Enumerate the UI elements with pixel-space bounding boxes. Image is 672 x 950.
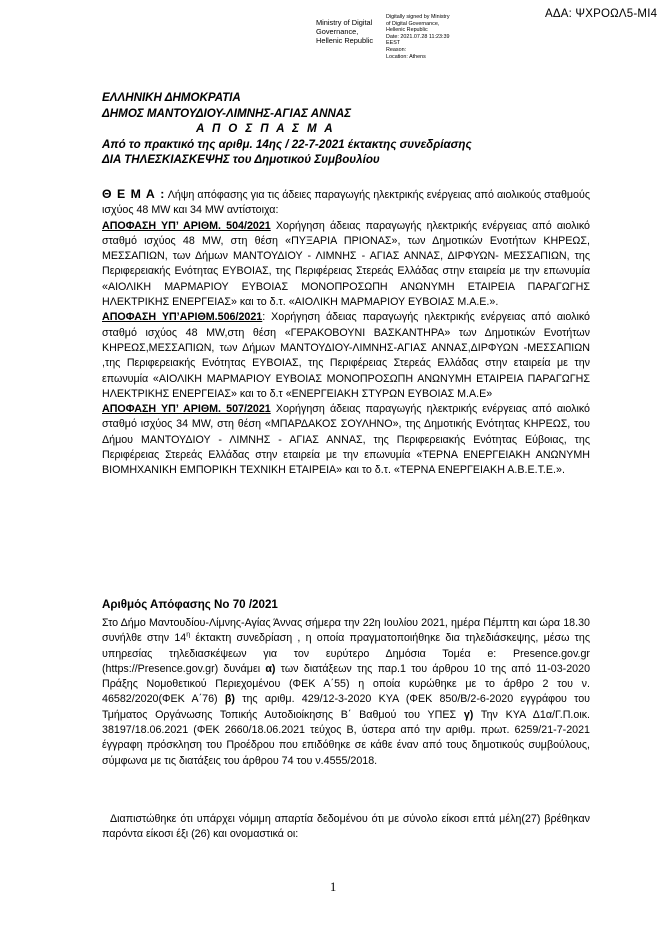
quorum-paragraph: Διαπιστώθηκε ότι υπάρχει νόμιμη απαρτία δεδομένου ότι με σύνολο είκοσι επτά μέλη(27) βρέθηκαν παρόντα είκοσι έξι (26) και ονομαστικά οι: xyxy=(102,813,590,841)
decision-text: : Χορήγηση άδειας παραγωγής ηλεκτρικής ενέργειας από αιολικό σταθμό ισχύος 48 MW,στη θέση «ΓΕΡΑΚΟΒΟΥΝΙ ΒΑΣΚΑΝΤΗΡΑ» των Δημοτικών Ενοτήτων ΚΗΡΕΩΣ,ΜΕΣΣΑΠΙΩΝ, των Δήμων ΜΑΝΤΟΥΔΙΟΥ-ΛΙΜΝΗΣ-ΑΓΙΑΣ ΑΝΝΑΣ,ΔΙΡΦΥΩΝ -ΜΕΣΣΑΠΙΩΝ ,της Περιφερειακής Ενότητας ΕΥΒΟΙΑΣ, της Περιφέρειας Στερεάς Ελλάδας στην εταιρεία με την επωνυμία «ΑΙΟΛΙΚΗ ΜΑΡΜΑΡΙΟΥ ΕΥΒΟΙΑΣ ΜΟΝΟΠΡΟΣΩΠΗ ΑΝΩΝΥΜΗ ΕΤΑΙΡΕΙΑ ΠΑΡΑΓΩΓΗΣ ΗΛΕΚΤΡΙΚΗΣ ΕΝΕΡΓΕΙΑΣ» και το δ.τ «ΕΝΕΡΓΕΙΑΚΗ ΣΤΥΡΩΝ ΕΥΒΟΙΑΣ Μ.Α.Ε» xyxy=(102,311,591,400)
decision-text: Χορήγηση άδειας παραγωγής ηλεκτρικής ενέργειας από αιολικό σταθμό ισχύος 48 MW, στη θέση «ΠΥΞΑΡΙΑ ΠΡΙΟΝΑΣ», των Δημοτικών Ενοτήτων ΚΗΡΕΩΣ, ΜΕΣΣΑΠΙΩΝ, των Δήμων ΜΑΝΤΟΥΔΙΟΥ - ΛΙΜΝΗΣ - ΑΓΙΑΣ ΑΝΝΑΣ, ΔΙΡΦΥΩΝ- ΜΕΣΣΑΠΙΩΝ, της Περιφερειακής Ενότητας ΕΥΒΟΙΑΣ, της Περιφέρειας Στερεάς Ελλάδας στην εταιρεία με την επωνυμία «ΑΙΟΛΙΚΗ ΜΑΡΜΑΡΙΟΥ ΕΥΒΟΙΑΣ ΜΟΝΟΠΡΟΣΩΠΗ ΑΝΩΝΥΜΗ ΕΤΑΙΡΕΙΑ ΠΑΡΑΓΩΓΗΣ ΗΛΕΚΤΡΙΚΗΣ ΕΝΕΡΓΕΙΑΣ» και το δ.τ. «ΑΙΟΛΙΚΗ ΜΑΡΜΑΡΙΟΥ ΕΥΒΟΙΑΣ Μ.Α.Ε.». xyxy=(102,219,590,309)
decision-label: ΑΠΟΦΑΣΗ ΥΠ’ΑΡΙΘΜ.506/2021 xyxy=(102,311,263,324)
theme-section xyxy=(102,187,590,479)
signature-detail-line: Location: Athens xyxy=(386,53,426,60)
header-excerpt-title: Α Π Ο Σ Π Α Σ Μ Α xyxy=(196,122,335,135)
signature-issuer-line: Ministry of Digital xyxy=(316,18,373,27)
decision-label: ΑΠΟΦΑΣΗ ΥΠ’ ΑΡΙΘΜ. 504/2021 xyxy=(102,219,271,232)
theme-label: Θ Ε Μ Α : xyxy=(102,187,166,201)
session-text: έκτακτη συνεδρίαση , η οποία πραγματοποιήθηκε δια τηλεδιάσκεψης, μέσω της υπηρεσίας τηλεδιασκέψεων για τον ευρύτερο Δημόσια Τομέα e: Presence.gov.gr (https://Presence.gov.gr) δυνάμει xyxy=(102,632,590,675)
signature-details xyxy=(386,14,476,60)
session-text: Στο Δήμο Μαντουδίου-Λίμνης-Αγίας Άννας σήμερα την 22η Ιουλίου 2021, ημέρα Πέμπτη και ώρα 18.30 συνήλθε στην 14 xyxy=(102,617,590,645)
decision-number: Αριθμός Απόφασης Νο 70 /2021 xyxy=(102,598,278,611)
signature-detail-line: of Digital Governance, xyxy=(386,20,440,27)
session-text: της αριθμ. 429/12-3-2020 ΚΥΑ (ΦΕΚ 850/Β/2-6-2020 εγγράφου του Τμήματος Οργάνωσης Τοπικής Αυτοδιοίκησης Β΄ Βαθμού του ΥΠΕΣ xyxy=(102,693,590,721)
signature-detail-line: EEST xyxy=(386,40,401,47)
signature-detail-line: Date: 2021.07.28 11:23:39 xyxy=(386,33,450,40)
header-minutes-ref: Από το πρακτικό της αριθμ. 14ης / 22-7-2021 έκτακτης συνεδρίασης xyxy=(102,137,472,151)
clause-marker: γ) xyxy=(463,708,474,721)
header-council-session: ΔΙΑ ΤΗΛΕΣΚΙΑΣΚΕΨΗΣ του Δημοτικού Συμβουλίου xyxy=(102,153,380,166)
header-republic: ΕΛΛΗΝΙΚΗ ΔΗΜΟΚΡΑΤΙΑ xyxy=(102,91,241,104)
signature-issuer-line: Governance, xyxy=(316,27,359,36)
document-header xyxy=(102,90,472,168)
signature-issuer-line: Hellenic Republic xyxy=(316,36,374,45)
session-text: Την ΚΥΑ Δ1α/Γ.Π.οικ. 38197/18.06.2021 (ΦΕΚ 2660/18.06.2021 τεύχος Β, ύστερα από την αριθμ. πρωτ. 6259/21-7-2021 έγγραφη πρόσκληση του Προέδρου που επιδόθηκε σε κάθε έναν από τους δημοτικούς συμβούλους, σύμφωνα με τις διατάξεις του άρθρου 74 του ν.4555/2018. xyxy=(102,708,591,767)
session-text: των διατάξεων της παρ.1 του άρθρου 10 της από 11-03-2020 Πράξης Νομοθετικού Περιεχομένου (ΦΕΚ Α΄55) η οποία κυρώθηκε με το άρθρο 2 του ν. 46582/2020(ΦΕΚ Α΄76) xyxy=(102,662,591,706)
page-number: 1 xyxy=(330,880,337,894)
clause-marker: α) xyxy=(265,662,276,675)
ordinal-superscript: η xyxy=(186,631,191,639)
decision-text: Χορήγηση άδειας παραγωγής ηλεκτρικής ενέργειας από αιολικό σταθμό ισχύος 34 MW, στη θέση «ΜΠΑΡΔΑΚΟΣ ΣΟΥΛΗΝΟ», της Δημοτικής Ενότητας ΚΗΡΕΩΣ, του Δήμου ΜΑΝΤΟΥΔΙΟΥ - ΛΙΜΝΗΣ - ΑΓΙΑΣ ΑΝΝΑΣ, της Περιφερειακής Ενότητας Εύβοιας, της Περιφέρειας Στερεάς Ελλάδας στην εταιρεία με την επωνυμία «ΤΕΡΝΑ ΕΝΕΡΓΕΙΑΚΗ ΑΝΩΝΥΜΗ ΒΙΟΜΗΧΑΝΙΚΗ ΕΜΠΟΡΙΚΗ ΤΕΧΝΙΚΗ ΕΤΑΙΡΕΙΑ» και το δ.τ. «ΤΕΡΝΑ ΕΝΕΡΓΕΙΑΚΗ Α.Β.Ε.Τ.Ε.». xyxy=(102,403,590,477)
signature-detail-line: Hellenic Republic xyxy=(386,27,428,34)
signature-detail-line: Digitally signed by Ministry xyxy=(386,14,450,20)
signature-issuer xyxy=(316,18,373,45)
header-municipality: ΔΗΜΟΣ ΜΑΝΤΟΥΔΙΟΥ-ΛΙΜΝΗΣ-ΑΓΙΑΣ ΑΝΝΑΣ xyxy=(102,106,352,120)
ada-code: ΑΔΑ: ΨΧΡΟΩΛ5-ΜΙ4 xyxy=(545,8,658,20)
decision-label: ΑΠΟΦΑΣΗ ΥΠ’ ΑΡΙΘΜ. 507/2021 xyxy=(102,403,271,416)
session-paragraph xyxy=(102,616,590,769)
theme-text: Λήψη απόφασης για τις άδειες παραγωγής ηλεκτρικής ενέργειας από αιολικούς σταθμούς ισχύος 48 MW και 34 MW αντίστοιχα: xyxy=(102,189,590,217)
signature-detail-line: Reason: xyxy=(386,46,407,53)
clause-marker: β) xyxy=(224,693,235,706)
